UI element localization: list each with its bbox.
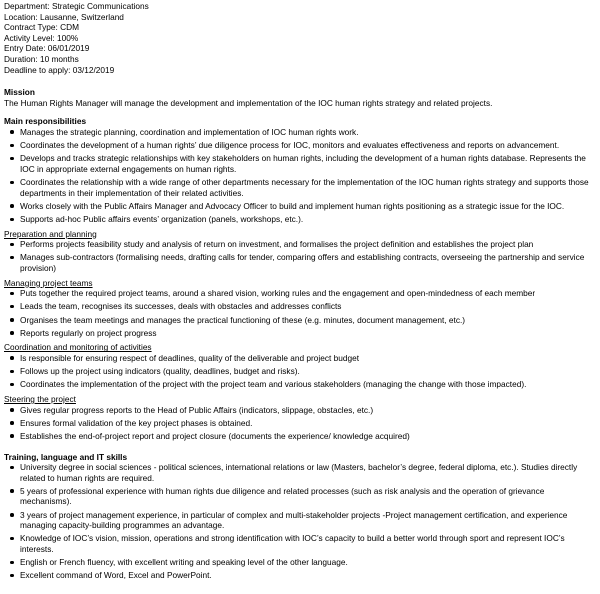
list-item: Manages the strategic planning, coordination and implementation of IOC human rights work.	[20, 127, 600, 138]
list-item: 5 years of professional experience with human rights due diligence and related processes (such as risk analysis and the operation of grievance mechanisms).	[20, 486, 600, 507]
teams-heading: Managing project teams	[4, 277, 93, 288]
list-item: Coordinates the development of a human rights’ due diligence process for IOC, monitors and evaluates effectiveness and reports on advancement.	[20, 140, 600, 151]
list-item: Reports regularly on project progress	[20, 328, 600, 339]
list-item: Works closely with the Public Affairs Manager and Advocacy Officer to build and implement human rights positioning as a strategic issue for the IOC.	[20, 201, 600, 212]
list-item: Establishes the end-of-project report and project closure (documents the experience/ knowledge acquired)	[20, 431, 600, 442]
list-item: Excellent command of Word, Excel and PowerPoint.	[20, 570, 600, 581]
list-item: Supports ad-hoc Public affairs events’ organization (panels, workshops, etc.).	[20, 214, 600, 225]
contract-type: Contract Type: CDM	[4, 22, 80, 33]
responsibilities-heading: Main responsibilities	[4, 116, 87, 127]
list-item: Develops and tracks strategic relationships with key stakeholders on human rights, including the development of a human rights database. Represents the IOC in appropriate external engagements on human rights.	[20, 153, 600, 174]
steering-list	[4, 405, 600, 442]
job-details	[4, 1, 600, 75]
list-item: Leads the team, recognises its successes, deals with obstacles and addresses conflicts	[20, 301, 600, 312]
location: Location: Lausanne, Switzerland	[4, 11, 124, 22]
list-item: 3 years of project management experience, in particular of complex and multi-stakeholder projects -Project management certification, and experience managing capacity-building programmes an advantage.	[20, 510, 600, 531]
preparation-heading: Preparation and planning	[4, 228, 97, 239]
list-item: Coordinates the implementation of the project with the project team and various stakeholders (managing the change with those impacted).	[20, 379, 600, 390]
skills-heading: Training, language and IT skills	[4, 451, 128, 462]
steering-heading: Steering the project	[4, 393, 76, 404]
list-item: Gives regular progress reports to the Head of Public Affairs (indicators, slippage, obstacles, etc.)	[20, 405, 600, 416]
list-item: Puts together the required project teams, around a shared vision, working rules and the engagement and open-mindedness of each member	[20, 288, 600, 299]
list-item: University degree in social sciences - political sciences, international relations or law (Masters, bachelor’s degree, federal diploma, etc.). Studies directly related to human rights are required.	[20, 462, 600, 483]
entry-date: Entry Date: 06/01/2019	[4, 43, 90, 54]
list-item: Follows up the project using indicators (quality, deadlines, budget and risks).	[20, 366, 600, 377]
list-item: Performs projects feasibility study and analysis of return on investment, and formalises the project definition and establishes the project plan	[20, 239, 600, 250]
list-item: Ensures formal validation of the key project phases is obtained.	[20, 418, 600, 429]
list-item: Coordinates the relationship with a wide range of other departments necessary for the implementation of the IOC human rights strategy and supports those departments in their implementation of their related activities.	[20, 177, 600, 198]
deadline: Deadline to apply: 03/12/2019	[4, 64, 115, 75]
list-item: English or French fluency, with excellent writing and speaking level of the other language.	[20, 557, 600, 568]
preparation-list	[4, 239, 600, 273]
list-item: Is responsible for ensuring respect of deadlines, quality of the deliverable and project budget	[20, 353, 600, 364]
list-item: Knowledge of IOC’s vision, mission, operations and strong identification with IOC’s capacity to build a better world through sport and represent IOC’s interests.	[20, 533, 600, 554]
coordination-heading: Coordination and monitoring of activities	[4, 342, 152, 353]
list-item: Manages sub-contractors (formalising needs, drafting calls for tender, comparing offers and establishing contracts, overseeing the partnership and service provision)	[20, 252, 600, 273]
teams-list	[4, 288, 600, 338]
responsibilities-list	[4, 127, 600, 225]
department: Department: Strategic Communications	[4, 1, 149, 11]
mission-heading: Mission	[4, 87, 35, 98]
coordination-list	[4, 353, 600, 390]
duration: Duration: 10 months	[4, 53, 79, 64]
skills-list	[4, 462, 600, 581]
mission-text: The Human Rights Manager will manage the development and implementation of the IOC human rights strategy and related projects.	[4, 97, 493, 108]
list-item: Organises the team meetings and manages the practical functioning of these (e.g. minutes, document management, etc.)	[20, 315, 600, 326]
activity-level: Activity Level: 100%	[4, 32, 79, 43]
